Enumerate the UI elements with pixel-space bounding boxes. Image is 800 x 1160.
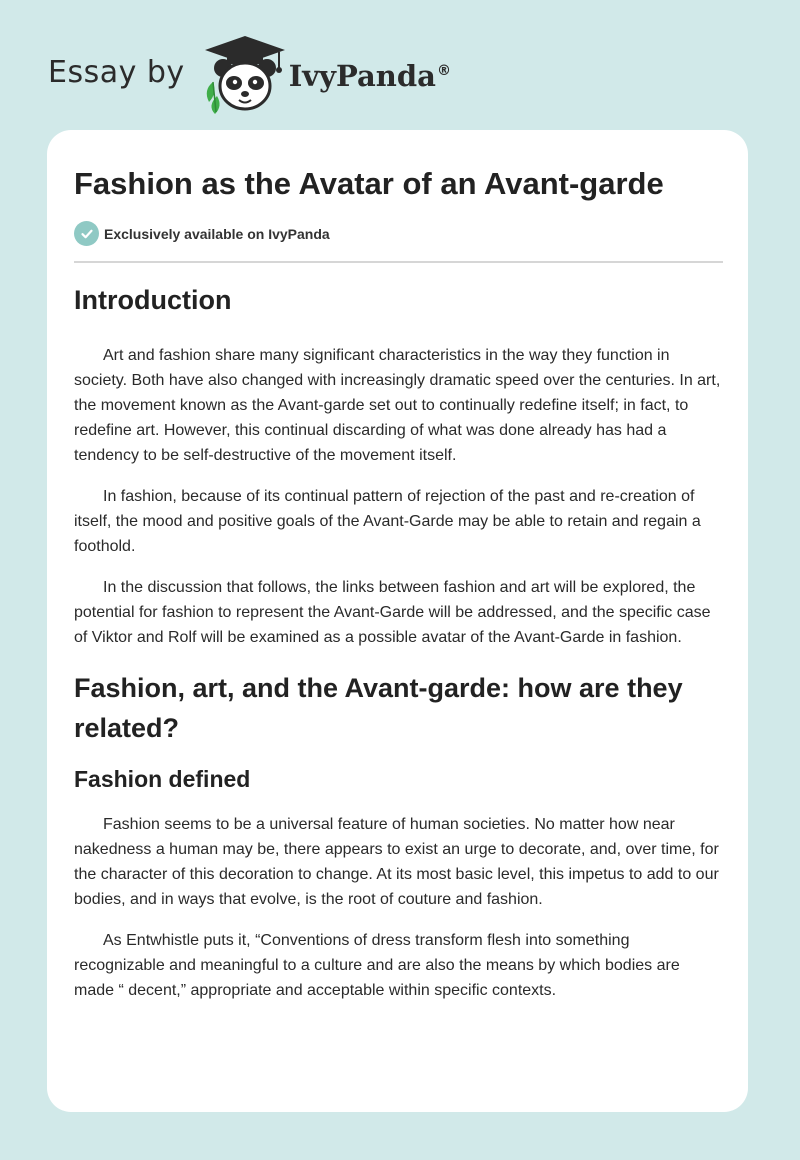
divider xyxy=(74,261,723,263)
article-body xyxy=(74,280,723,1003)
brand-header xyxy=(48,34,451,114)
brand-name: IvyPanda® xyxy=(288,59,451,93)
brand-prefix: Essay by xyxy=(48,54,185,90)
paragraph: In fashion, because of its continual pattern of rejection of the past and re-creation of itself, the mood and positive goals of the Avant-Garde may be able to retain and regain a foothold. xyxy=(74,488,701,555)
paragraph: Fashion seems to be a universal feature of human societies. No matter how near nakedness a human may be, there appears to exist an urge to decorate, and, over time, for the character of this decoration to change. At its most basic level, this impetus to add to our bodies, and in ways that evolve, is the root of couture and fashion. xyxy=(74,816,719,908)
registered-mark: ® xyxy=(436,63,451,80)
subsection-heading-fashion-defined: Fashion defined xyxy=(74,766,251,792)
exclusive-badge xyxy=(74,221,330,246)
essay-card xyxy=(47,130,748,1112)
checkmark-icon xyxy=(74,221,99,246)
paragraph: Art and fashion share many significant characteristics in the way they function in society. Both have also changed with increasingly dramatic speed over the centuries. In art, the movement known as the Avant-garde set out to continually redefine itself; in fact, to redefine art. However, this continual discarding of what was done already has had a tendency to be self-destructive of the movement itself. xyxy=(74,347,721,464)
paragraph: In the discussion that follows, the links between fashion and art will be explored, the potential for fashion to represent the Avant-Garde will be addressed, and the specific case of Viktor and Rolf will be examined as a possible avatar of the Avant-Garde in fashion. xyxy=(74,579,711,646)
exclusive-label: Exclusively available on IvyPanda xyxy=(104,225,330,242)
panda-logo-icon xyxy=(199,34,291,114)
section-heading-fashion-art: Fashion, art, and the Avant-garde: how are they related? xyxy=(74,673,683,743)
section-heading-introduction: Introduction xyxy=(74,285,232,315)
page-title: Fashion as the Avatar of an Avant-garde xyxy=(74,166,664,201)
paragraph: As Entwhistle puts it, “Conventions of dress transform flesh into something recognizable and meaningful to a culture and are also the means by which bodies are made “ decent,” appropriate and acceptable within specific contexts. xyxy=(74,932,680,999)
